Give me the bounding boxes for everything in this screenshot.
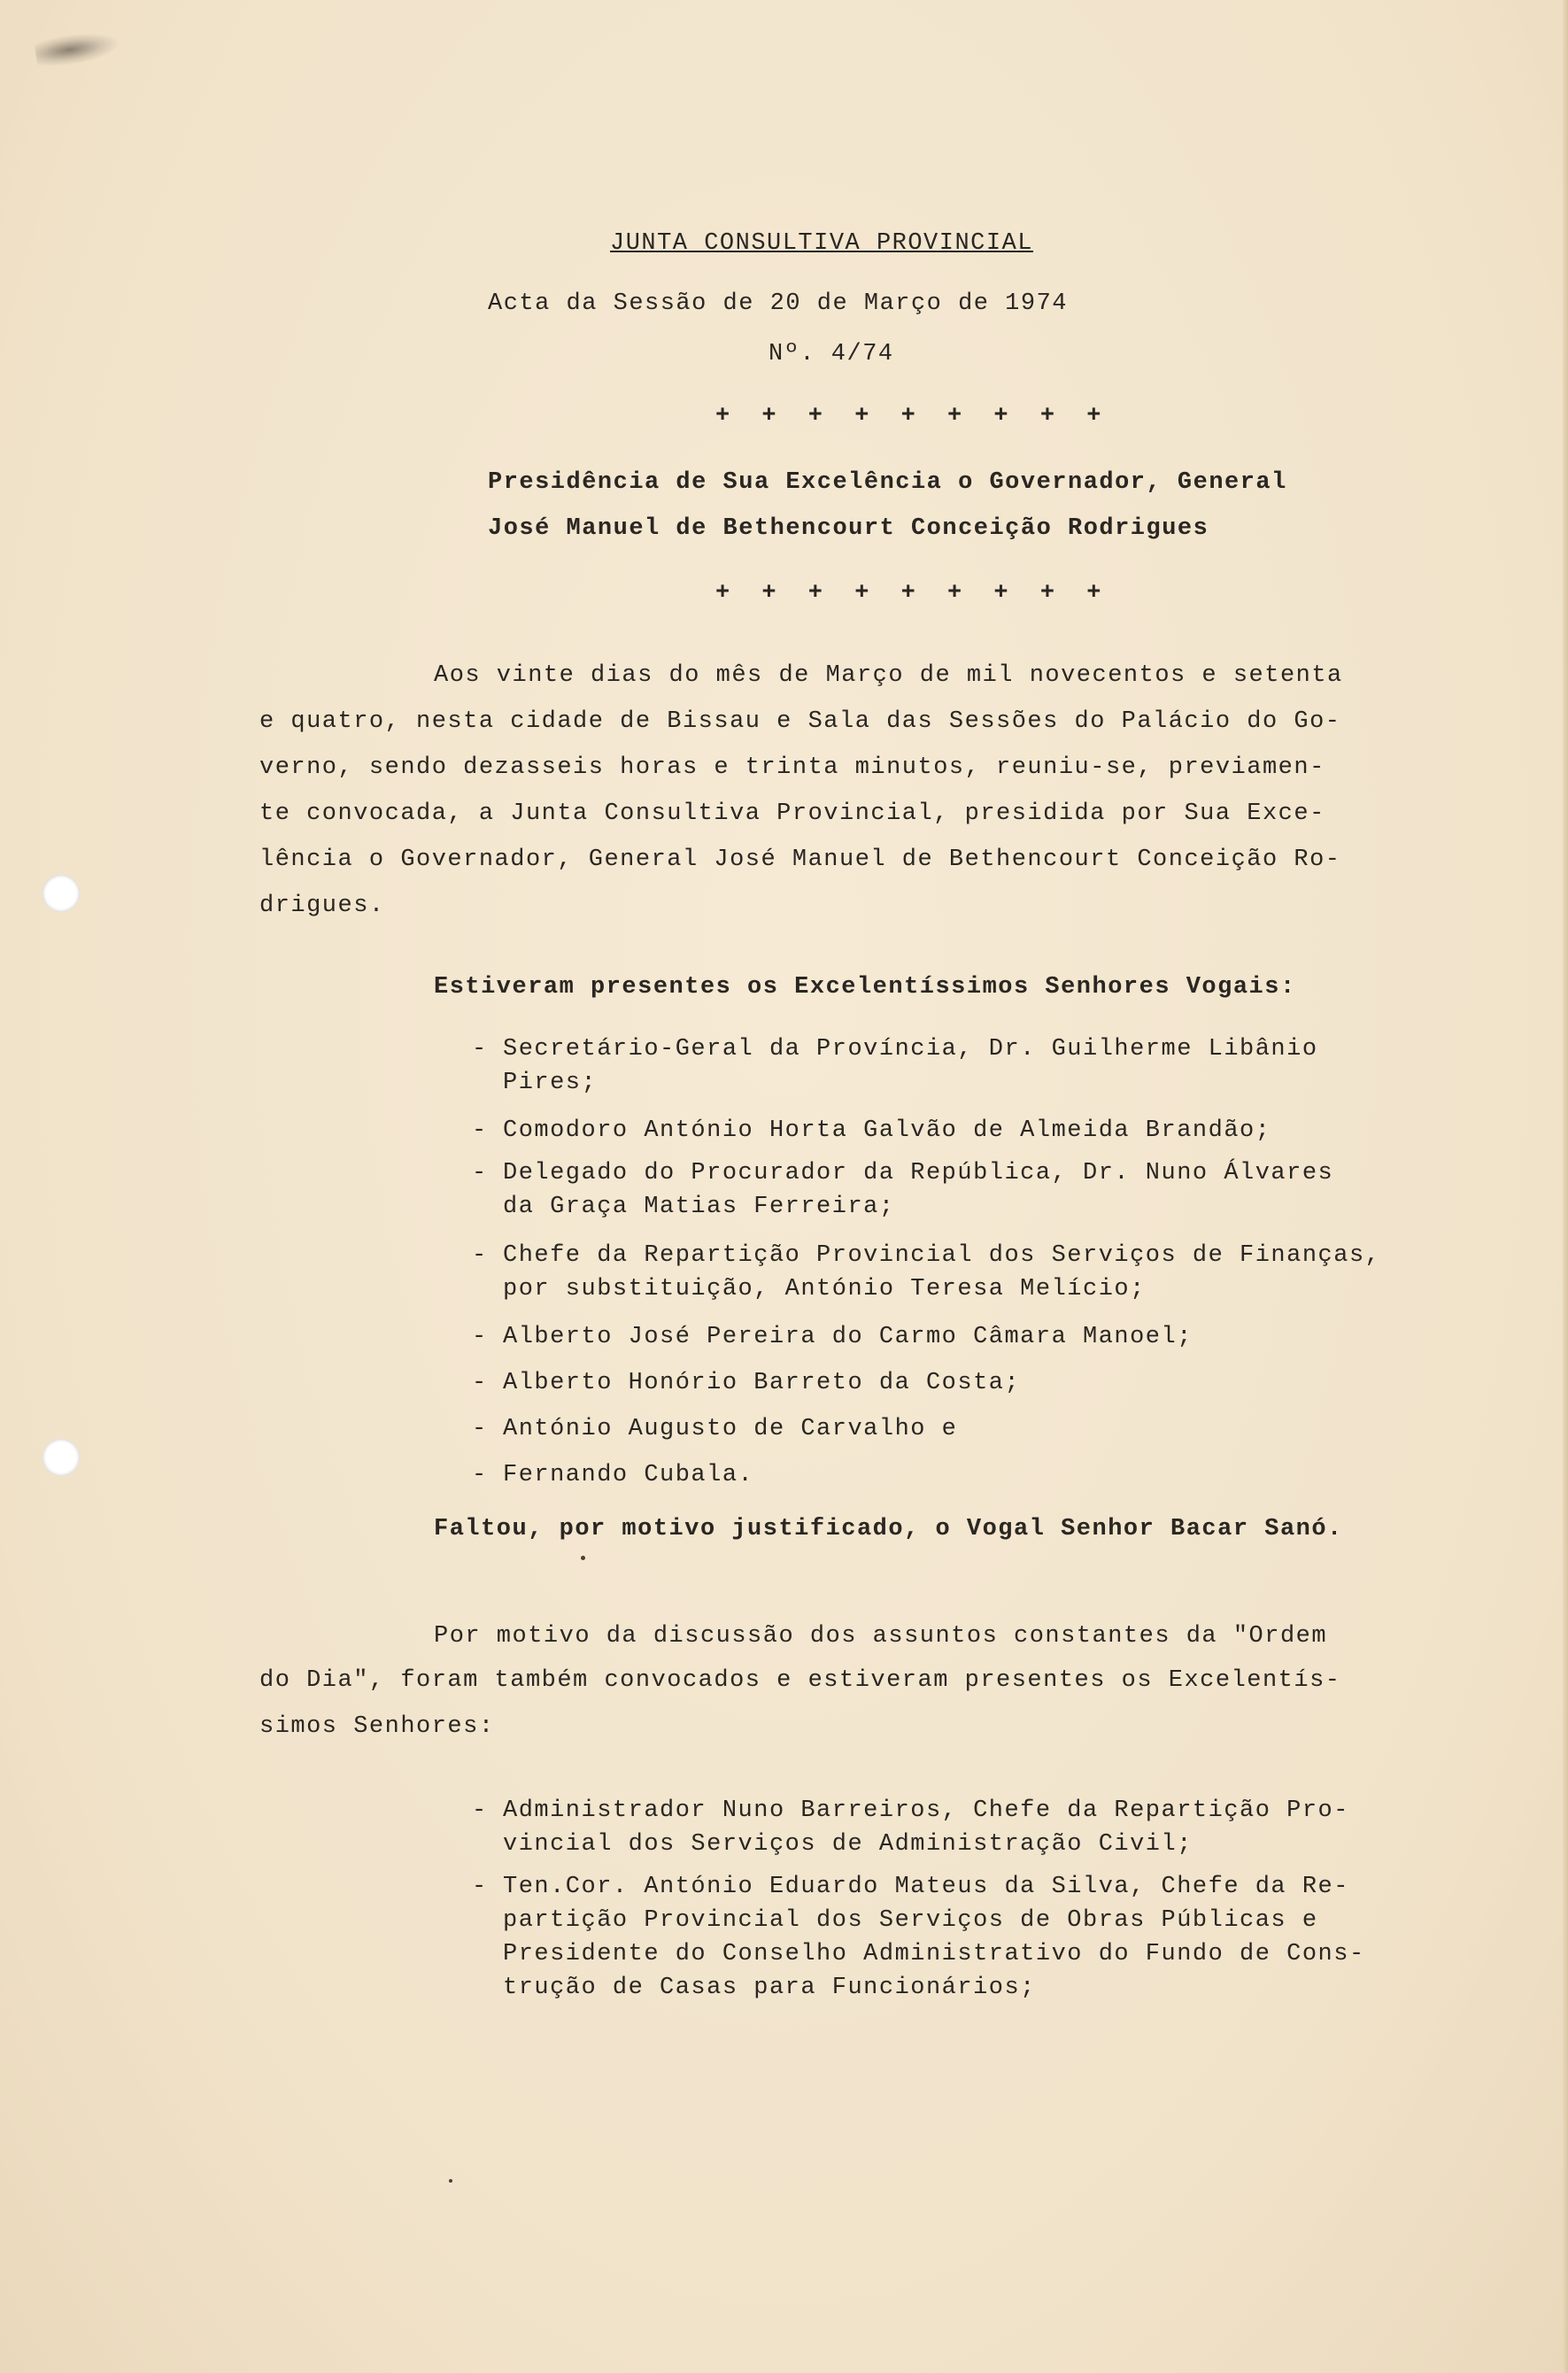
punch-hole-bottom xyxy=(42,1439,80,1476)
paragraph-line: drigues. xyxy=(259,893,385,919)
list-dash: - xyxy=(472,1874,488,1900)
separator-top: + + + + + + + + + xyxy=(715,403,1110,429)
paragraph-line: simos Senhores: xyxy=(259,1713,495,1740)
ink-speck xyxy=(449,2179,452,2183)
list-item-text: Alberto Honório Barreto da Costa; xyxy=(503,1370,1021,1396)
list-item-text: Chefe da Repartição Provincial dos Serviços de Finanças, xyxy=(503,1242,1381,1269)
list-dash: - xyxy=(472,1462,488,1488)
act-number: Nº. 4/74 xyxy=(769,341,894,367)
absence-note: Faltou, por motivo justificado, o Vogal Senhor Bacar Sanó. xyxy=(434,1516,1343,1542)
list-item-text: Ten.Cor. António Eduardo Mateus da Silva, Chefe da Re- xyxy=(503,1874,1349,1900)
paragraph-line: Por motivo da discussão dos assuntos constantes da "Ordem xyxy=(434,1623,1328,1650)
list-item-text: vincial dos Serviços de Administração Civil; xyxy=(503,1831,1193,1858)
list-dash: - xyxy=(472,1797,488,1824)
paragraph-line: verno, sendo dezasseis horas e trinta minutos, reuniu-se, previamen- xyxy=(259,754,1325,781)
list-item-text: Alberto José Pereira do Carmo Câmara Manoel; xyxy=(503,1324,1193,1350)
list-dash: - xyxy=(472,1370,488,1396)
paragraph-line: Aos vinte dias do mês de Março de mil novecentos e setenta xyxy=(434,662,1343,689)
list-item-text: Fernando Cubala. xyxy=(503,1462,754,1488)
presidency-line-1: Presidência de Sua Excelência o Governador, General xyxy=(488,469,1287,496)
list-item-text: Delegado do Procurador da República, Dr. Nuno Álvares xyxy=(503,1160,1334,1186)
paragraph-line: te convocada, a Junta Consultiva Provincial, presidida por Sua Exce- xyxy=(259,800,1325,827)
list-item-text: partição Provincial dos Serviços de Obras Públicas e xyxy=(503,1907,1318,1934)
session-subtitle: Acta da Sessão de 20 de Março de 1974 xyxy=(488,290,1068,317)
list-item-text: por substituição, António Teresa Melício; xyxy=(503,1276,1146,1302)
list-dash: - xyxy=(472,1324,488,1350)
list-item-text: Presidente do Conselho Administrativo do Fundo de Cons- xyxy=(503,1941,1365,1967)
list-item-text: da Graça Matias Ferreira; xyxy=(503,1194,895,1220)
paper-edge xyxy=(1563,0,1568,2373)
ink-speck xyxy=(581,1556,585,1560)
presidency-line-2: José Manuel de Bethencourt Conceição Rodrigues xyxy=(488,515,1209,542)
list-item-text: António Augusto de Carvalho e xyxy=(503,1416,958,1442)
separator-bottom: + + + + + + + + + xyxy=(715,580,1110,607)
list-item-text: Pires; xyxy=(503,1070,598,1096)
list-item-text: Secretário-Geral da Província, Dr. Guilherme Libânio xyxy=(503,1036,1318,1063)
punch-hole-top xyxy=(42,875,80,912)
paragraph-line: e quatro, nesta cidade de Bissau e Sala das Sessões do Palácio do Go- xyxy=(259,708,1341,735)
document-title: JUNTA CONSULTIVA PROVINCIAL xyxy=(610,230,1033,257)
present-heading: Estiveram presentes os Excelentíssimos Senhores Vogais: xyxy=(434,974,1296,1001)
list-dash: - xyxy=(472,1036,488,1063)
list-item-text: trução de Casas para Funcionários; xyxy=(503,1975,1036,2001)
list-dash: - xyxy=(472,1242,488,1269)
list-dash: - xyxy=(472,1416,488,1442)
list-dash: - xyxy=(472,1160,488,1186)
list-item-text: Comodoro António Horta Galvão de Almeida Brandão; xyxy=(503,1117,1271,1144)
paragraph-line: do Dia", foram também convocados e estiveram presentes os Excelentís- xyxy=(259,1667,1341,1694)
list-dash: - xyxy=(472,1117,488,1144)
list-item-text: Administrador Nuno Barreiros, Chefe da Repartição Pro- xyxy=(503,1797,1349,1824)
paragraph-line: lência o Governador, General José Manuel de Bethencourt Conceição Ro- xyxy=(259,846,1341,873)
